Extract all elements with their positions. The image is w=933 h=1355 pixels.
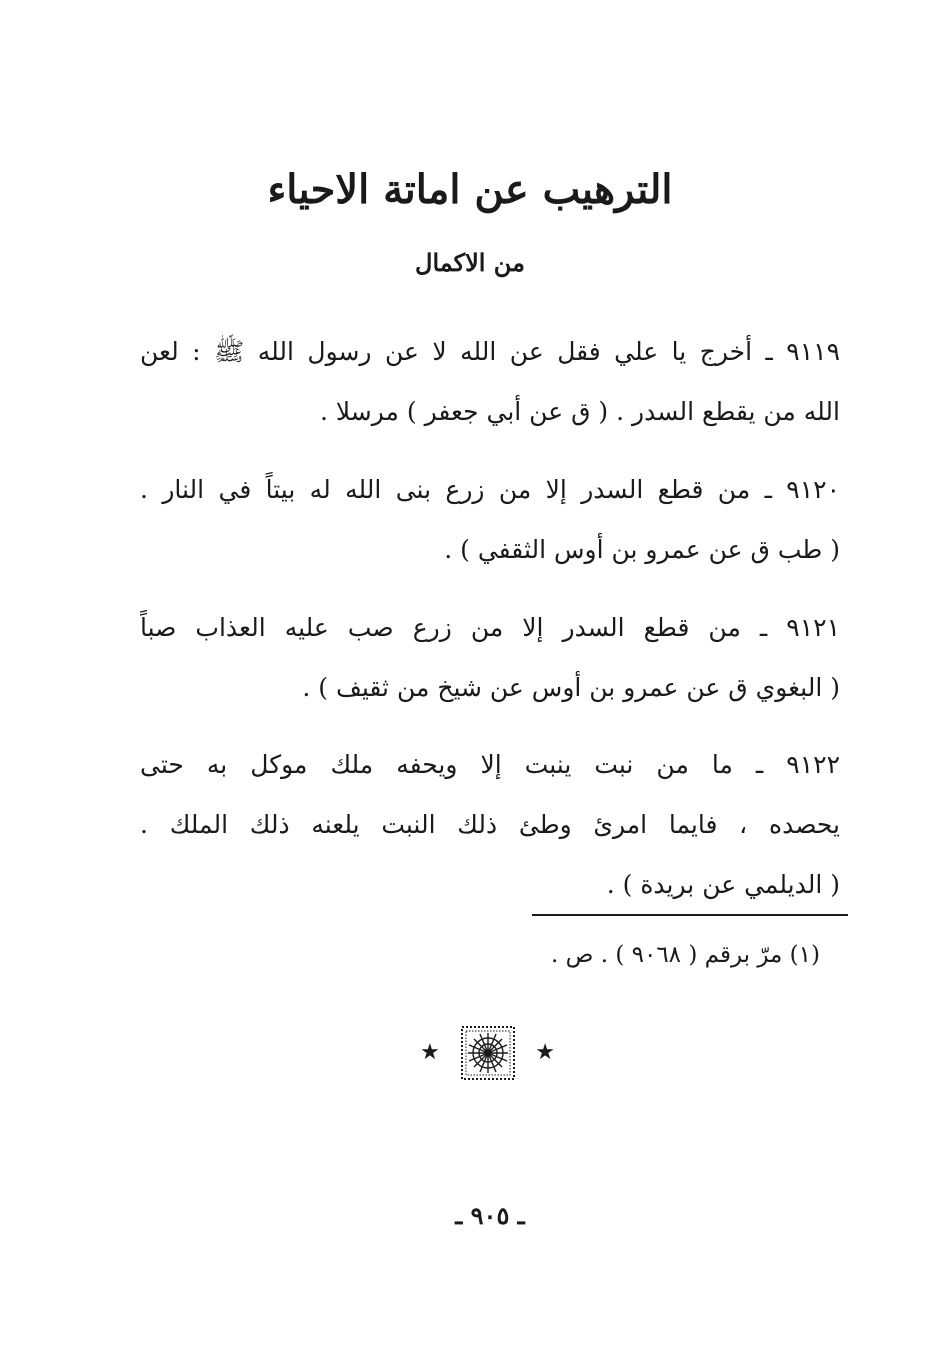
section-end-ornament [420,1020,555,1086]
footnote: (١) مرّ برقم ( ٩٠٦٨ ) . ص . [550,942,820,968]
hadith-9119 [140,322,840,442]
star-icon: ★ [535,1040,555,1065]
hadith-line: ( طب ق عن عمرو بن أوس الثقفي ) . [444,535,840,564]
hadith-9121 [140,598,840,718]
hadith-line: ( الديلمي عن بريدة ) . [606,870,840,899]
star-icon: ★ [420,1040,440,1065]
hadith-line: ٩١٢٢ ـ ما من نبت ينبت إلا ويحفه ملك موكل به حتى [140,750,840,779]
chapter-subtitle: من الاكمال [415,248,525,277]
rosette-ornament-icon [459,1024,517,1082]
hadith-line: ٩١١٩ ـ أخرج يا علي فقل عن الله لا عن رسول الله ﷺ : لعن [140,337,840,366]
hadith-9122 [140,735,840,915]
hadith-line: ٩١٢٠ ـ من قطع السدر إلا من زرع بنى الله له بيتاً في النار . [140,475,840,504]
page-number: ـ ٩٠٥ ـ [455,1201,525,1230]
hadith-line: يحصده ، فايما امرئ وطئ ذلك النبت يلعنه ذلك الملك . [140,810,840,839]
footnote-divider [532,914,848,916]
hadith-line: الله من يقطع السدر . ( ق عن أبي جعفر ) مرسلا . [320,397,840,426]
hadith-9120 [140,460,840,580]
hadith-line: ( البغوي ق عن عمرو بن أوس عن شيخ من ثقيف ) . [302,673,840,702]
hadith-line: ٩١٢١ ـ من قطع السدر إلا من زرع صب عليه العذاب صباً [140,613,840,642]
chapter-title: الترهيب عن اماتة الاحياء [267,166,673,213]
